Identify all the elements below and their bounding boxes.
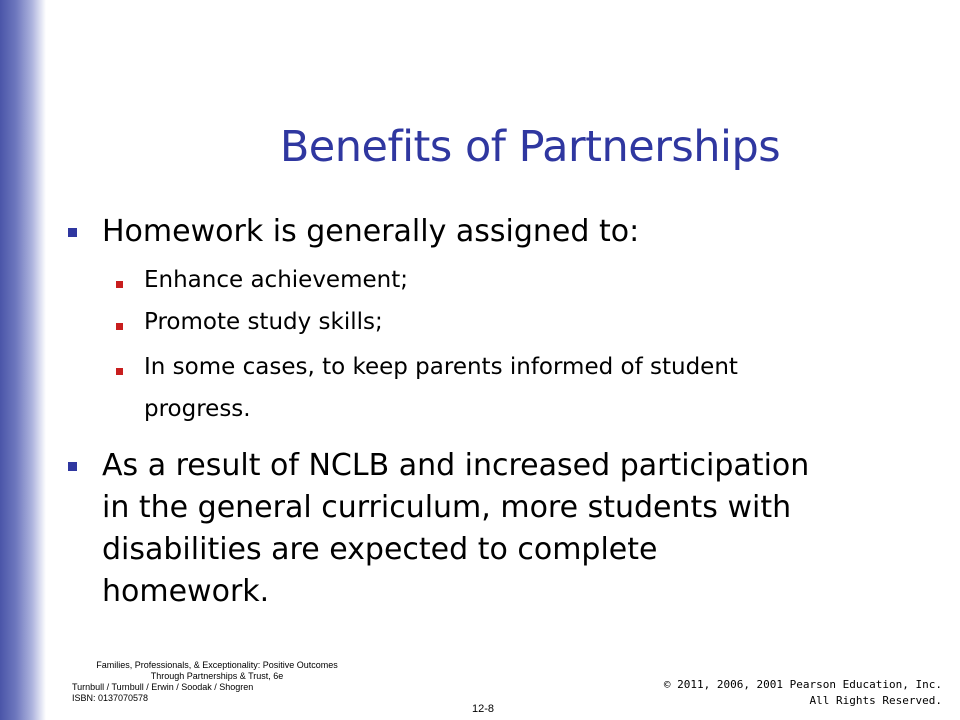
bullet-text-continued: in the general curriculum, more students with	[102, 490, 792, 525]
decorative-left-bar	[0, 0, 46, 720]
bullet-text-continued: disabilities are expected to complete	[102, 532, 658, 567]
bullet-square-icon	[68, 462, 77, 471]
sub-bullet-square-icon	[116, 323, 123, 330]
bullet-text: As a result of NCLB and increased participation	[102, 448, 810, 483]
sub-bullet-square-icon	[116, 368, 123, 375]
book-citation	[62, 660, 372, 704]
book-title-line: Through Partnerships & Trust, 6e	[150, 671, 284, 681]
slide-number: 12-8	[472, 703, 495, 715]
bullet-square-icon	[68, 228, 77, 237]
slide-title: Benefits of Partnerships	[279, 122, 781, 172]
sub-bullet-text: Enhance achievement;	[144, 267, 408, 293]
sub-bullet-text-continued: progress.	[144, 396, 251, 422]
sub-bullet-text: In some cases, to keep parents informed of student	[144, 354, 738, 380]
sub-bullet-text: Promote study skills;	[144, 309, 383, 335]
book-authors: Turnbull / Turnbull / Erwin / Soodak / Shogren	[72, 682, 254, 692]
book-isbn: ISBN: 0137070578	[72, 693, 149, 703]
copyright-notice	[664, 677, 942, 709]
copyright-line: All Rights Reserved.	[809, 694, 942, 707]
book-title-line: Families, Professionals, & Exceptionality: Positive Outcomes	[96, 660, 338, 670]
sub-bullet-square-icon	[116, 281, 123, 288]
bullet-text-continued: homework.	[102, 574, 270, 609]
bullet-text: Homework is generally assigned to:	[102, 214, 640, 249]
copyright-line: © 2011, 2006, 2001 Pearson Education, Inc.	[663, 678, 942, 691]
